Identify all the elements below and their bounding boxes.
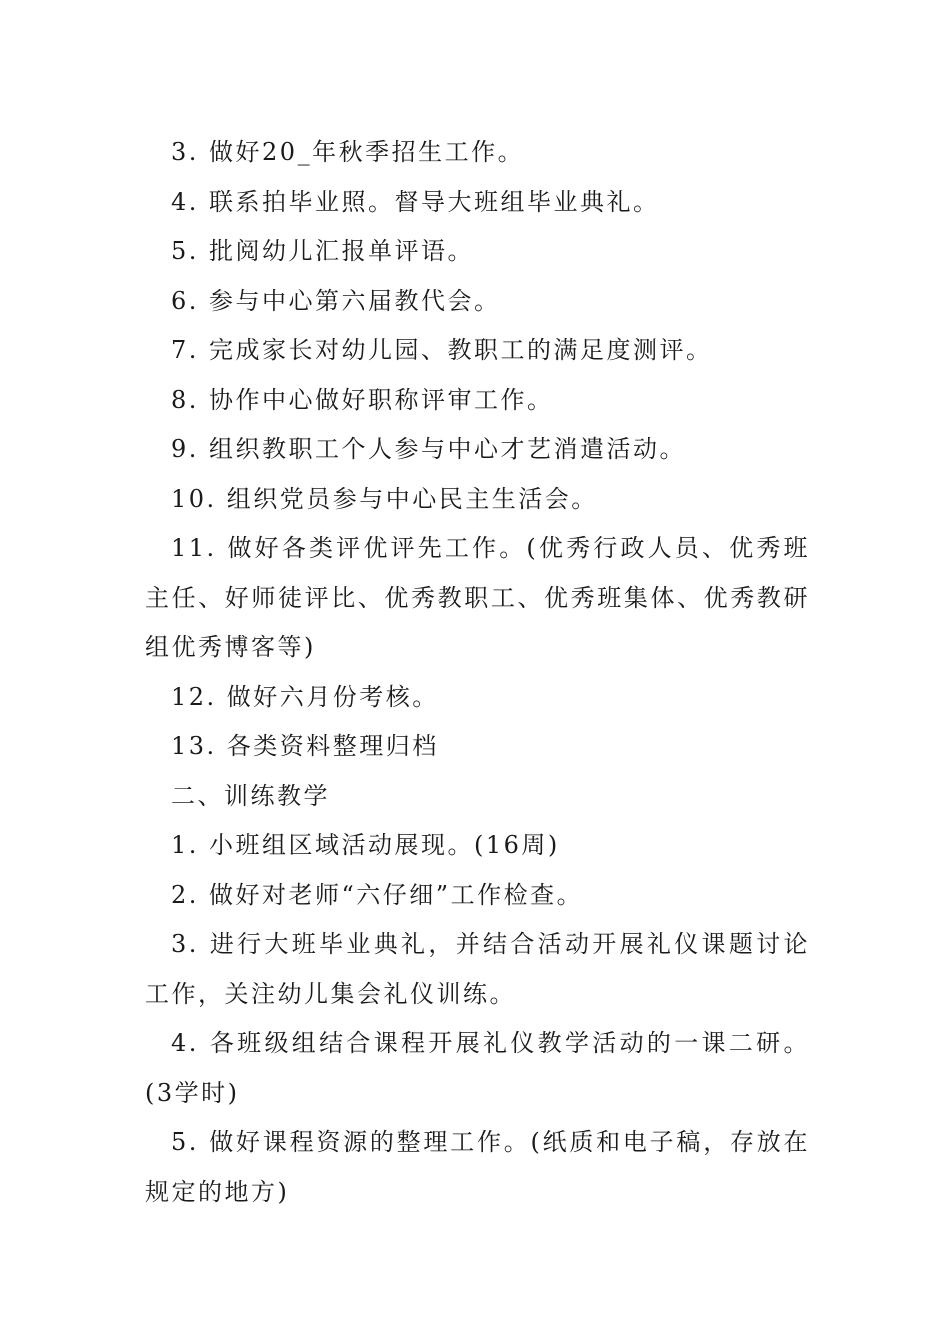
paragraph-item-5: 5. 批阅幼儿汇报单评语。 bbox=[171, 237, 475, 265]
paragraph-item-13: 13. 各类资料整理归档 bbox=[171, 732, 439, 760]
paragraph-item-10: 10. 组织党员参与中心民主生活会。 bbox=[171, 484, 598, 513]
paragraph-item-3: 3. 做好20_年秋季招生工作。 bbox=[171, 138, 525, 166]
teaching-item-3: 3. 进行大班毕业典礼，并结合活动开展礼仪课题讨论工作，关注幼儿集会礼仪训练。 bbox=[145, 930, 810, 1008]
teaching-item-4: 4. 各班级组结合课程开展礼仪教学活动的一课二研。(3学时) bbox=[145, 1029, 810, 1107]
teaching-item-5: 5. 做好课程资源的整理工作。(纸质和电子稿，存放在规定的地方) bbox=[145, 1128, 810, 1206]
paragraph-item-11: 11. 做好各类评优评先工作。(优秀行政人员、优秀班主任、好师徒评比、优秀教职工、优秀班集体、优秀教研组优秀博客等) bbox=[145, 534, 810, 661]
paragraph-item-4: 4. 联系拍毕业照。督导大班组毕业典礼。 bbox=[171, 187, 660, 216]
paragraph-item-6: 6. 参与中心第六届教代会。 bbox=[171, 286, 501, 315]
teaching-item-2: 2. 做好对老师“六仔细”工作检查。 bbox=[171, 880, 584, 909]
document-body bbox=[145, 128, 810, 1217]
teaching-item-1: 1. 小班组区域活动展现。(16周) bbox=[171, 831, 560, 859]
section-heading-teaching: 二、训练教学 bbox=[171, 781, 330, 810]
paragraph-item-7: 7. 完成家长对幼儿园、教职工的满足度测评。 bbox=[171, 336, 713, 364]
paragraph-item-9: 9. 组织教职工个人参与中心才艺消遣活动。 bbox=[171, 435, 687, 463]
paragraph-item-8: 8. 协作中心做好职称评审工作。 bbox=[171, 385, 554, 414]
paragraph-item-12: 12. 做好六月份考核。 bbox=[171, 682, 439, 711]
